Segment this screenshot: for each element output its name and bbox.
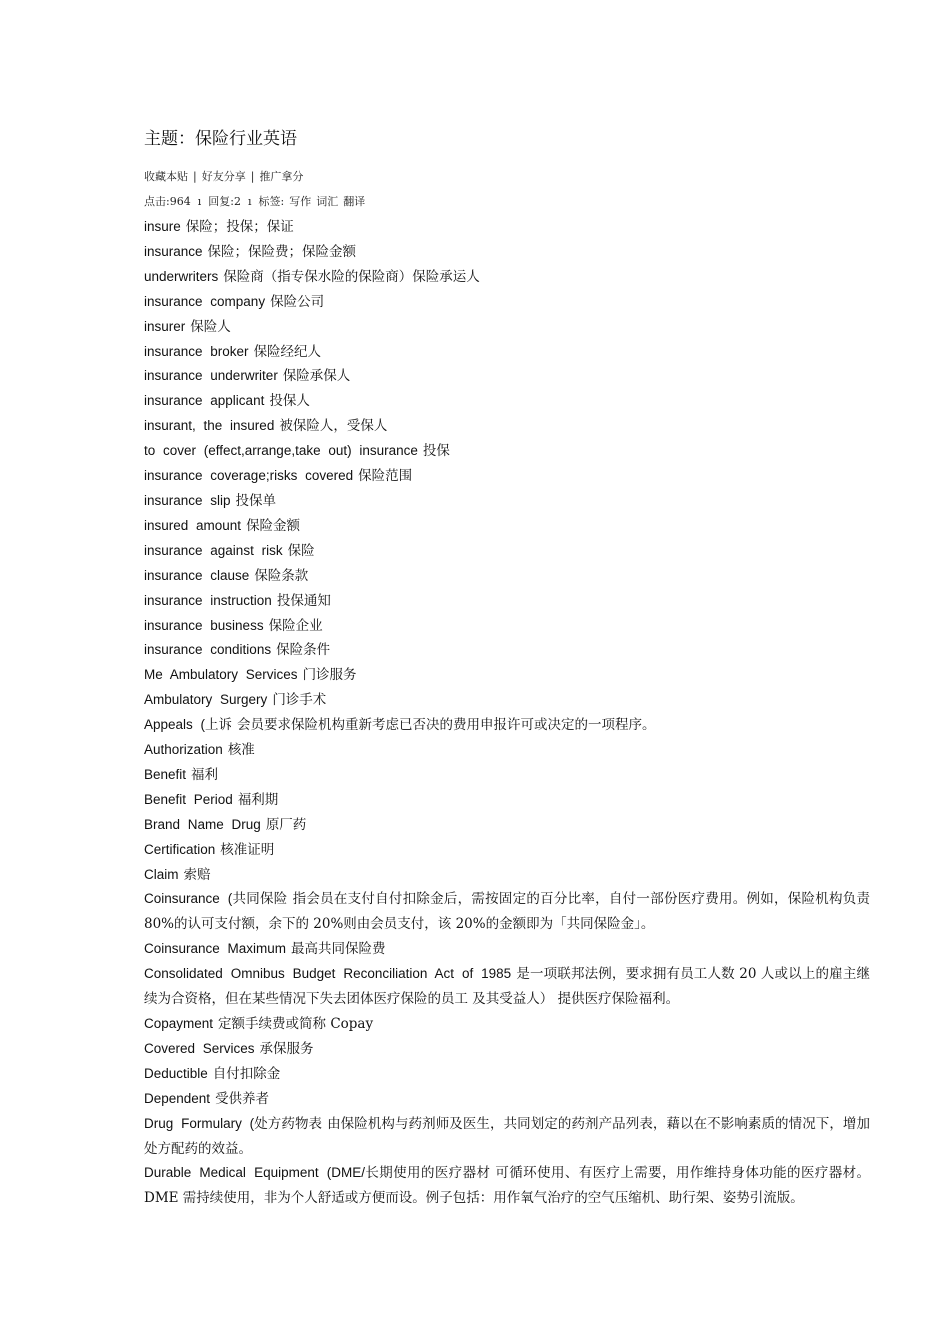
- entry-term: insurance clause: [144, 567, 250, 583]
- entry-term: Drug Formulary (处方药物表: [144, 1115, 323, 1131]
- entry-definition: 核准证明: [220, 841, 275, 858]
- glossary-entry: [144, 763, 870, 788]
- tags-label: 标签:: [258, 195, 285, 208]
- divider: |: [193, 170, 197, 183]
- glossary-entry: [144, 240, 870, 265]
- post-actions: [144, 168, 303, 184]
- entry-term: Authorization: [144, 742, 223, 758]
- entry-definition: 受供养者: [215, 1090, 270, 1107]
- entry-definition: 投保通知: [276, 592, 331, 609]
- glossary-entry: [144, 414, 870, 439]
- glossary-entry: [144, 638, 870, 663]
- entry-term: insured amount: [144, 517, 242, 533]
- entry-definition: 门诊服务: [302, 667, 357, 684]
- entry-term: underwriters: [144, 268, 219, 284]
- post-meta: [144, 193, 365, 209]
- entry-definition: 投保人: [269, 393, 310, 410]
- entry-term: Consolidated Omnibus Budget Reconciliation Act of 1985: [144, 966, 512, 982]
- entry-definition: 是一项联邦法例，要求拥有员工人数 20 人或以上的雇主继续为合资格，但在某些情况下失去团体医疗保险的员工 及其受益人） 提供医疗保险福利。: [144, 966, 870, 1008]
- entry-term: insurance applicant: [144, 393, 265, 409]
- entry-term: insurance coverage;risks covered: [144, 468, 354, 484]
- glossary-entry: [144, 215, 870, 240]
- tag-translation[interactable]: 翻译: [343, 195, 366, 208]
- entry-term: to cover (effect,arrange,take out) insurance: [144, 443, 418, 459]
- entry-definition: 自付扣除金: [212, 1065, 281, 1082]
- glossary-entry: [144, 1037, 870, 1062]
- entry-definition: 由保险机构与药剂师及医生，共同划定的药剂产品列表，藉以在不影响素质的情况下，增加处方配药的效益。: [144, 1115, 870, 1157]
- entry-definition: 指会员在支付自付扣除金后，需按固定的百分比率，自付一部份医疗费用。例如，保险机构负责 80%的认可支付额，余下的 20%则由会员支付，该 20%的金额即为「共同保险金」。: [144, 891, 871, 933]
- glossary-entry: [144, 514, 870, 539]
- entry-term: Me Ambulatory Services: [144, 667, 298, 683]
- glossary-entry: [144, 489, 870, 514]
- glossary-entry: [144, 962, 870, 1012]
- entry-term: insurance broker: [144, 343, 249, 359]
- glossary-entry: [144, 663, 870, 688]
- entry-definition: 福利期: [237, 791, 279, 808]
- entry-definition: 可循环使用、有医疗上需要，用作维持身体功能的医疗器材。DME 需持续使用，非为个人舒适或方便而设。例子包括：用作氧气治疗的空气压缩机、助行架、姿势引流版。: [144, 1165, 870, 1207]
- entry-definition: 保险；保险费；保险金额: [207, 243, 357, 260]
- entry-term: Benefit Period: [144, 791, 233, 807]
- glossary-entry: [144, 1112, 870, 1162]
- entry-definition: 会员要求保险机构重新考虑已否决的费用申报许可或决定的一项程序。: [237, 717, 656, 734]
- entry-term: insurance underwriter: [144, 368, 278, 384]
- entry-term: Durable Medical Equipment (DME/长期使用的医疗器材: [144, 1165, 491, 1181]
- promote-link[interactable]: 推广拿分: [259, 170, 304, 183]
- tag-vocabulary[interactable]: 词汇: [316, 195, 339, 208]
- divider: ı: [247, 195, 252, 208]
- entry-definition: 门诊手术: [272, 692, 327, 709]
- glossary-entry: [144, 713, 870, 738]
- entry-term: Dependent: [144, 1090, 211, 1106]
- glossary-entry: [144, 1062, 870, 1087]
- page-title: 主题：保险行业英语: [144, 129, 297, 149]
- entry-definition: 投保单: [235, 492, 277, 509]
- glossary-entry: [144, 589, 870, 614]
- entry-term: Brand Name Drug: [144, 816, 261, 832]
- entry-definition: 保险条件: [276, 642, 331, 659]
- glossary-entry: [144, 389, 870, 414]
- entry-definition: 被保险人，受保人: [279, 418, 388, 435]
- glossary-entry: [144, 887, 870, 937]
- entry-term: Benefit: [144, 766, 187, 782]
- glossary-entry: [144, 614, 870, 639]
- glossary-entry: [144, 738, 870, 763]
- glossary-entry: [144, 315, 870, 340]
- glossary-entry: [144, 1012, 870, 1037]
- entry-definition: 保险公司: [270, 293, 325, 310]
- entry-term: Covered Services: [144, 1040, 255, 1056]
- entry-term: insurance slip: [144, 492, 231, 508]
- divider: ı: [197, 195, 202, 208]
- favorite-link[interactable]: 收藏本贴: [144, 170, 188, 183]
- entry-term: Deductible: [144, 1065, 208, 1081]
- glossary-entry: [144, 340, 870, 365]
- reply-count: 回复:2: [208, 195, 241, 208]
- glossary-entry: [144, 838, 870, 863]
- entry-definition: 原厂药: [265, 816, 307, 833]
- entry-term: Copayment: [144, 1016, 214, 1031]
- entry-definition: 保险承保人: [282, 368, 351, 385]
- entry-definition: 核准: [227, 742, 255, 759]
- entry-definition: 承保服务: [259, 1040, 314, 1057]
- glossary-entry: [144, 813, 870, 838]
- glossary-entry: [144, 1161, 870, 1211]
- glossary-entry: [144, 1087, 870, 1112]
- entry-definition: 保险范围: [358, 468, 413, 485]
- entry-term: insurer: [144, 318, 186, 334]
- entry-definition: 保险人: [190, 318, 231, 335]
- entry-term: insurance company: [144, 293, 266, 309]
- glossary-entry: [144, 439, 870, 464]
- glossary-entry: [144, 364, 870, 389]
- entry-term: insurance against risk: [144, 542, 283, 558]
- entry-term: Coinsurance Maximum: [144, 941, 287, 957]
- glossary-entry: [144, 937, 870, 962]
- entry-term: insurance business: [144, 617, 264, 633]
- entry-term: Claim: [144, 866, 179, 882]
- entry-term: insurant, the insured: [144, 418, 275, 434]
- entry-definition: 投保: [422, 443, 450, 460]
- entry-definition: 保险: [287, 542, 315, 559]
- entry-definition: 保险商（指专保水险的保险商）保险承运人: [223, 268, 480, 285]
- entry-term: Coinsurance (共同保险: [144, 891, 288, 907]
- entry-term: insurance instruction: [144, 592, 272, 608]
- glossary-entry: [144, 464, 870, 489]
- glossary-entry: [144, 688, 870, 713]
- glossary-list: [144, 215, 870, 1211]
- entry-term: insurance: [144, 243, 203, 259]
- entry-definition: 保险条款: [254, 567, 309, 584]
- glossary-entry: [144, 788, 870, 813]
- glossary-entry: [144, 265, 870, 290]
- entry-definition: 最高共同保险费: [291, 941, 386, 958]
- divider: |: [250, 170, 255, 183]
- entry-definition: 保险金额: [246, 517, 301, 534]
- entry-definition: 保险经纪人: [253, 343, 322, 360]
- glossary-entry: [144, 290, 870, 315]
- tag-writing[interactable]: 写作: [289, 195, 312, 208]
- glossary-entry: [144, 863, 870, 888]
- entry-definition: 索赔: [183, 866, 211, 883]
- entry-definition: 福利: [191, 766, 219, 783]
- click-count: 点击:964: [144, 195, 191, 208]
- entry-term: Certification: [144, 841, 216, 857]
- entry-term: insure: [144, 219, 181, 234]
- share-link[interactable]: 好友分享: [201, 170, 246, 183]
- entry-term: Ambulatory Surgery: [144, 692, 268, 708]
- entry-definition: 定额手续费或简称 Copay: [218, 1016, 374, 1032]
- entry-definition: 保险企业: [268, 617, 323, 634]
- glossary-entry: [144, 539, 870, 564]
- entry-term: insurance conditions: [144, 642, 272, 658]
- entry-definition: 保险；投保；保证: [185, 219, 294, 235]
- glossary-entry: [144, 564, 870, 589]
- entry-term: Appeals (上诉: [144, 717, 233, 733]
